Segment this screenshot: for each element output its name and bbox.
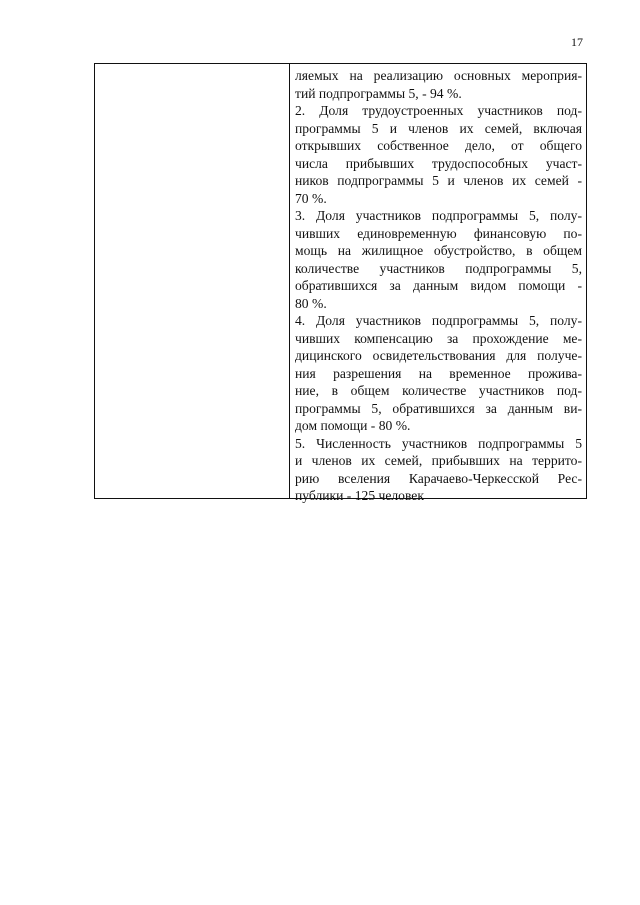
text-line: 80 %. bbox=[295, 295, 327, 311]
text-line: дицинского освидетельствования для получе- bbox=[295, 348, 582, 363]
text-line: программы 5, обратившихся за данным ви- bbox=[295, 400, 582, 416]
table-cell-left bbox=[95, 64, 290, 498]
text-line: 5. Численность участников подпрограммы 5 bbox=[295, 435, 582, 451]
text-line: рию вселения Карачаево-Черкесской Рес- bbox=[295, 470, 582, 486]
paragraph bbox=[295, 312, 582, 435]
text-line: мощь на жилищное обустройство, в общем bbox=[295, 243, 582, 258]
text-line: ляемых на реализацию основных мероприя- bbox=[295, 68, 582, 83]
text-line: и членов их семей, прибывших на террито- bbox=[295, 453, 582, 468]
text-line: 3. Доля участников подпрограммы 5, полу- bbox=[295, 208, 582, 223]
text-line: программы 5 и членов их семей, включая bbox=[295, 120, 582, 136]
text-line: тий подпрограммы 5, - 94 %. bbox=[295, 85, 462, 101]
text-line: 2. Доля трудоустроенных участников под- bbox=[295, 103, 582, 118]
text-line: ние, в общем количестве участников под- bbox=[295, 383, 582, 398]
table-cell-right bbox=[290, 64, 586, 503]
paragraph bbox=[295, 102, 582, 207]
text-line: ния разрешения на временное прожива- bbox=[295, 365, 582, 381]
text-line: дом помощи - 80 %. bbox=[295, 418, 411, 433]
text-line: числа прибывших трудоспособных участ- bbox=[295, 155, 582, 171]
text-line: 70 %. bbox=[295, 190, 327, 206]
paragraph bbox=[295, 435, 582, 505]
text-line: открывших собственное дело, от общего bbox=[295, 138, 582, 153]
text-line: количестве участников подпрограммы 5, bbox=[295, 260, 582, 276]
paragraph bbox=[295, 207, 582, 312]
text-line: чивших компенсацию за прохождение ме- bbox=[295, 330, 582, 346]
text-line: обратившихся за данным видом помощи - bbox=[295, 278, 582, 293]
document-table bbox=[94, 63, 587, 503]
text-line: ников подпрограммы 5 и членов их семей - bbox=[295, 173, 582, 188]
text-line: публики - 125 человек bbox=[295, 488, 424, 503]
paragraph bbox=[295, 67, 582, 102]
text-line: 4. Доля участников подпрограммы 5, полу- bbox=[295, 313, 582, 328]
text-line: чивших единовременную финансовую по- bbox=[295, 225, 582, 241]
page-number: 17 bbox=[571, 35, 583, 49]
